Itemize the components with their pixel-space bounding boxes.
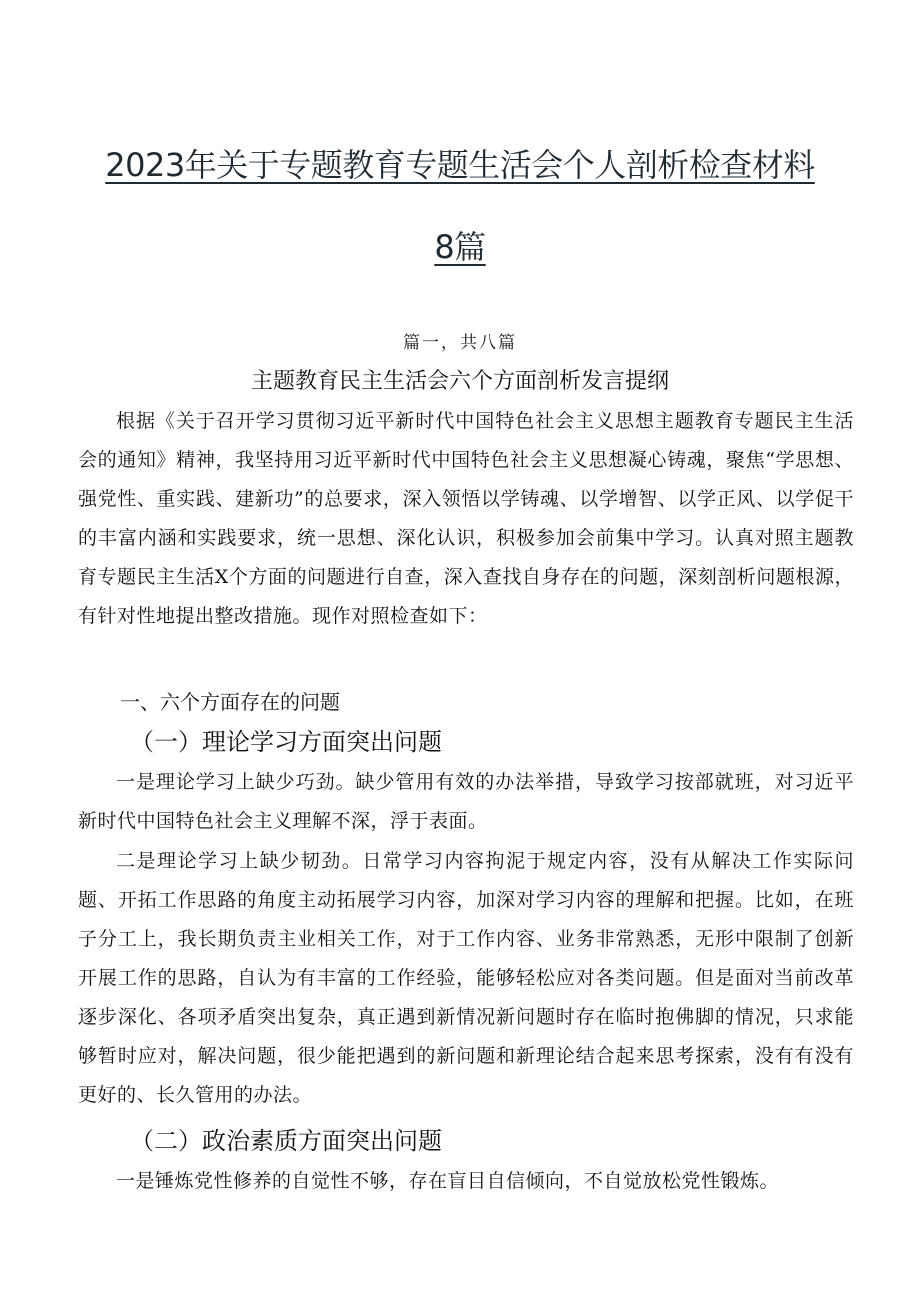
subsection-heading: （二）政治素质方面突出问题 [130,1127,442,1155]
body-paragraph: 一是锤炼党性修养的自觉性不够，存在盲目自信倾向，不自觉放松党性锻炼。 [116,1170,780,1192]
section-heading: 一、六个方面存在的问题 [120,690,340,714]
intro-paragraph: 根据《关于召开学习贯彻习近平新时代中国特色社会主义思想主题教育专题民主生活会的通知》精神，我坚持用习近平新时代中国特色社会主义思想凝心铸魂，聚焦“学思想、强党性、重实践、建新功”的总要求，深入领悟以学铸魂、以学增智、以学正风、以学促干的丰富内涵和实践要求，统一思想、深化认识，积极参加会前集中学习。认真对照主题教育专题民主生活X个方面的问题进行自查，深入查找自身存在的问题，深刻剖析问题根源，有针对性地提出整改措施。现作对照检查如下： [78,410,854,627]
chapter-label: 篇一，共八篇 [403,333,517,353]
document-title-line1: 2023年关于专题教育专题生活会个人剖析检查材料 [105,146,815,184]
section-subtitle: 主题教育民主生活会六个方面剖析发言提纲 [250,369,669,394]
subsection-heading: （一）理论学习方面突出问题 [130,728,442,756]
body-paragraph: 一是理论学习上缺少巧劲。缺少管用有效的办法举措，导致学习按部就班，对习近平新时代中国特色社会主义理解不深，浮于表面。 [78,771,854,832]
document-title-line2: 8篇 [434,228,486,266]
body-paragraph: 二是理论学习上缺少韧劲。日常学习内容拘泥于规定内容，没有从解决工作实际问题、开拓工作思路的角度主动拓展学习内容，加深对学习内容的理解和把握。比如，在班子分工上，我长期负责主业相关工作，对于工作内容、业务非常熟悉，无形中限制了创新开展工作的思路，自认为有丰富的工作经验，能够轻松应对各类问题。但是面对当前改革逐步深化、各项矛盾突出复杂，真正遇到新情况新问题时存在临时抱佛脚的情况，只求能够暂时应对，解决问题，很少能把遇到的新问题和新理论结合起来思考探索，没有有没有更好的、长久管用的办法。 [78,850,854,1106]
